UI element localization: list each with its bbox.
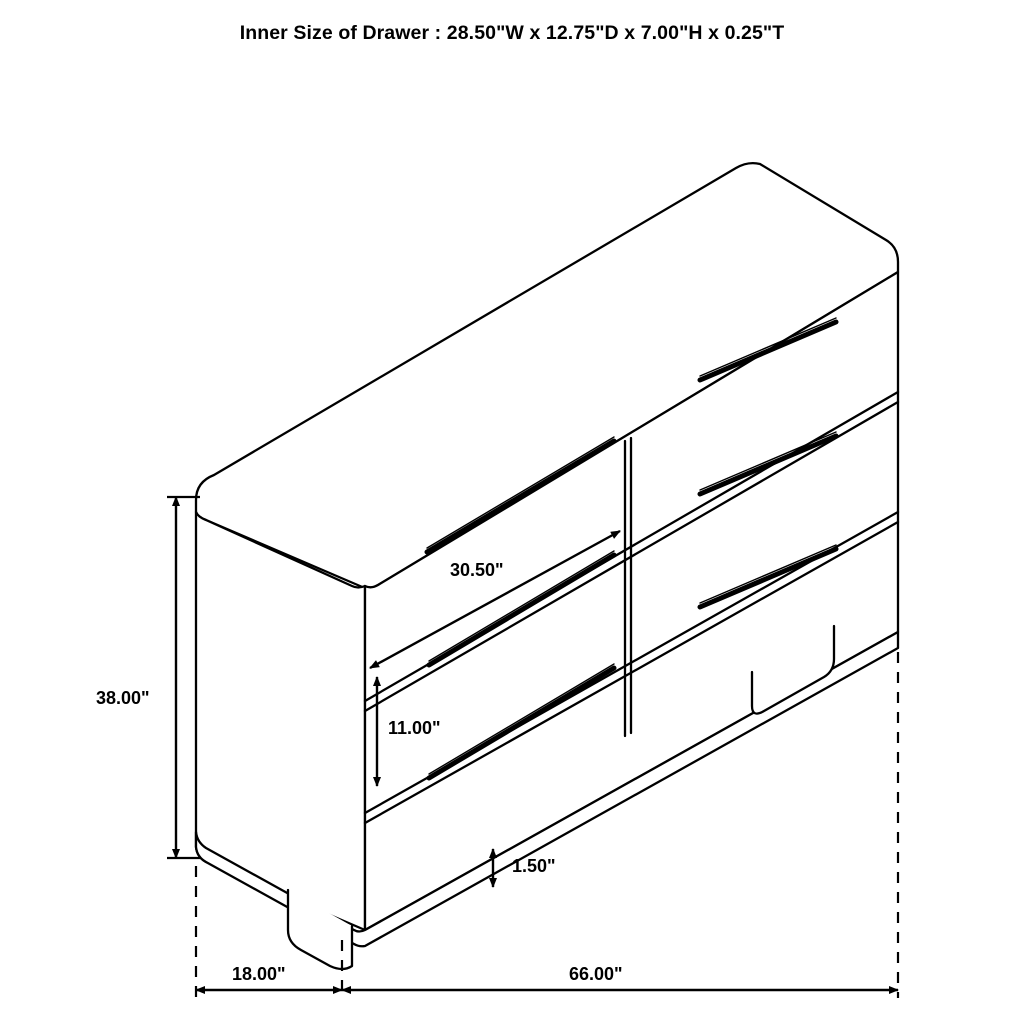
width-dimension-label: 66.00"	[569, 964, 623, 984]
base-clearance-label: 1.50"	[512, 856, 556, 876]
drawer-height-dimension-label: 11.00"	[388, 718, 441, 738]
drawer-width-dimension-label: 30.50"	[450, 560, 504, 580]
depth-dimension-label: 18.00"	[232, 964, 286, 984]
height-dimension-label: 38.00"	[96, 688, 150, 708]
page-title: Inner Size of Drawer : 28.50"W x 12.75"D x 7.00"H x 0.25"T	[239, 22, 785, 44]
dresser-body	[196, 163, 898, 969]
